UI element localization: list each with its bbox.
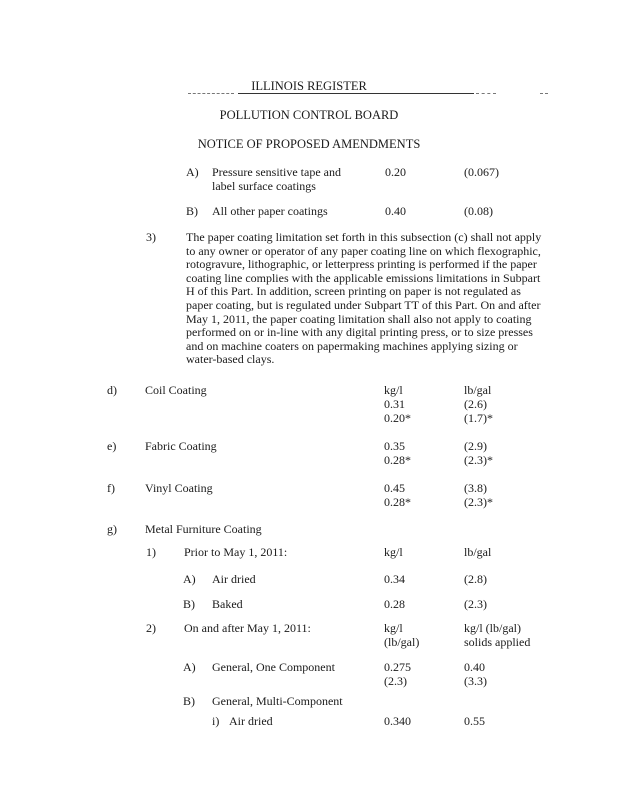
item-a-kg: 0.20	[385, 165, 406, 179]
item-b-kg: 0.40	[385, 204, 406, 218]
section-d-kg2: 0.20*	[384, 411, 411, 425]
section-f-text: Vinyl Coating	[145, 481, 213, 495]
para3-line: May 1, 2011, the paper coating limitation shall also not apply to coating	[186, 311, 532, 326]
section-e-lb1: (2.9)	[464, 439, 487, 453]
header-rule-right-fragment	[476, 93, 496, 94]
section-f-kg2: 0.28*	[384, 495, 411, 509]
metal-p2-number: 2)	[146, 621, 156, 635]
section-d-label: d)	[107, 383, 117, 397]
metal-air-kg: 0.34	[384, 572, 405, 586]
header-rule-mark	[540, 93, 548, 94]
register-title: ILLINOIS REGISTER	[251, 79, 367, 93]
metal-gen2-text: General, Multi-Component	[212, 694, 343, 708]
metal-baked-lb: (2.3)	[464, 597, 487, 611]
metal-air-label: A)	[183, 572, 196, 586]
header-rule-left-fragment	[188, 93, 234, 94]
metal-gen2-i-text: Air dried	[229, 714, 273, 728]
section-e-label: e)	[107, 439, 117, 453]
para3-line: and on machine coaters on papermaking machines applying sizing or	[186, 338, 518, 353]
metal-gen1-lb: (2.3)	[384, 674, 407, 688]
section-d-lb1: (2.6)	[464, 397, 487, 411]
metal-air-lb: (2.8)	[464, 572, 487, 586]
section-e-kg1: 0.35	[384, 439, 405, 453]
metal-gen1-solids-lb: (3.3)	[464, 674, 487, 688]
item-b-text: All other paper coatings	[212, 204, 328, 218]
metal-p2-head2a: kg/l (lb/gal)	[464, 621, 521, 635]
metal-p1-kg-head: kg/l	[384, 545, 403, 559]
section-g-text: Metal Furniture Coating	[145, 522, 262, 536]
metal-gen1-text: General, One Component	[212, 660, 335, 674]
metal-p1-text: Prior to May 1, 2011:	[184, 545, 288, 559]
para3-line: water-based clays.	[186, 352, 275, 367]
para3-line: coating line complies with the applicable emissions limitations in Subpart	[186, 270, 541, 285]
item-a-text-line2: label surface coatings	[212, 179, 316, 193]
metal-p2-head1b: (lb/gal)	[384, 635, 420, 649]
header-rule	[238, 93, 474, 94]
item-a-text-line1: Pressure sensitive tape and	[212, 165, 341, 179]
section-d-text: Coil Coating	[145, 383, 207, 397]
section-e-kg2: 0.28*	[384, 453, 411, 467]
section-e-lb2: (2.3)*	[464, 453, 493, 467]
section-d-lb2: (1.7)*	[464, 411, 493, 425]
item-b-label: B)	[186, 204, 198, 218]
para3-line: performed on or in-line with any digital printing press, or to size presses	[186, 325, 533, 340]
metal-p1-lb-head: lb/gal	[464, 545, 492, 559]
para3-line: H of this Part. In addition, screen printing on paper is not regulated as	[186, 284, 521, 299]
section-g-label: g)	[107, 522, 117, 536]
para3-line: paper coating, but is regulated under Subpart TT of this Part. On and after	[186, 298, 541, 312]
metal-baked-kg: 0.28	[384, 597, 405, 611]
para3-line: The paper coating limitation set forth in this subsection (c) shall not apply	[186, 230, 542, 244]
metal-gen2-i-label: i)	[212, 714, 220, 728]
item-b-lb: (0.08)	[464, 204, 493, 218]
metal-air-text: Air dried	[212, 572, 256, 586]
metal-p2-head2b: solids applied	[464, 635, 531, 649]
metal-baked-text: Baked	[212, 597, 243, 611]
metal-p2-head1a: kg/l	[384, 621, 403, 635]
section-f-label: f)	[107, 481, 115, 495]
section-f-kg1: 0.45	[384, 481, 405, 495]
metal-gen2-i-solids: 0.55	[464, 714, 485, 728]
item-a-label: A)	[186, 165, 199, 179]
section-f-lb1: (3.8)	[464, 481, 487, 495]
para3-line: to any owner or operator of any paper coating line on which flexographic,	[186, 243, 541, 258]
metal-gen1-label: A)	[183, 660, 196, 674]
metal-gen2-label: B)	[183, 694, 195, 708]
section-d-kg-head: kg/l	[384, 383, 403, 397]
section-e-text: Fabric Coating	[145, 439, 217, 453]
section-d-lb-head: lb/gal	[464, 383, 492, 397]
item-a-lb: (0.067)	[464, 165, 499, 179]
metal-baked-label: B)	[183, 597, 195, 611]
metal-p2-text: On and after May 1, 2011:	[184, 621, 311, 635]
metal-gen1-kg: 0.275	[384, 660, 411, 674]
metal-gen1-solids-kg: 0.40	[464, 660, 485, 674]
para3-number: 3)	[146, 230, 156, 244]
metal-gen2-i-kg: 0.340	[384, 714, 411, 728]
notice-title: NOTICE OF PROPOSED AMENDMENTS	[197, 137, 421, 151]
metal-p1-number: 1)	[146, 545, 156, 559]
board-title: POLLUTION CONTROL BOARD	[219, 108, 399, 122]
section-f-lb2: (2.3)*	[464, 495, 493, 509]
section-d-kg1: 0.31	[384, 397, 405, 411]
para3-line: rotogravure, lithographic, or letterpress printing is performed if the paper	[186, 257, 537, 272]
